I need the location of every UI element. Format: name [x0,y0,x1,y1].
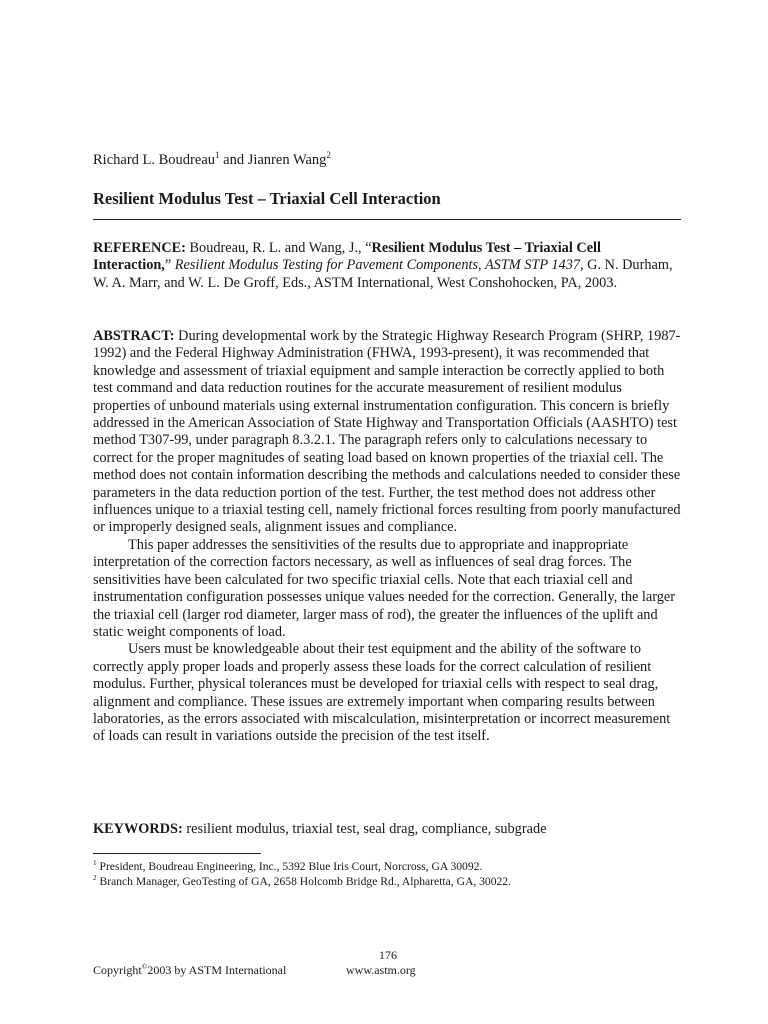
abstract-label: ABSTRACT: [93,328,175,344]
author-connector: and [219,152,248,168]
abstract-block [93,328,681,746]
copyright-symbol: © [141,962,148,971]
author-2: Jianren Wang [247,152,327,168]
reference-rest: G. N. Durham, W. A. Marr, and W. L. De Groff, Eds., ASTM International, West Conshohocken, PA, 2003. [93,257,673,291]
author-2-footnote-mark: 2 [326,150,331,161]
keywords-label: KEYWORDS: [93,821,183,837]
reference-book: Resilient Modulus Testing for Pavement Components, ASTM STP 1437, [174,257,584,274]
page-number: 176 [379,948,397,962]
copyright-rest: 2003 by ASTM International [147,963,287,977]
author-1: Richard L. Boudreau [93,152,216,168]
abstract-paragraph-2: This paper addresses the sensitivities of the results due to appropriate and inappropriate interpretation of the correction factors necessary, as well as influences of seal drag forces. The sensitivities have been calculated for two specific triaxial cells. Note that each triaxial cell and instrumentation configuration possesses unique values needed for the correction. Generally, the larger the triaxial cell (larger rod diameter, larger mass of rod), the greater the influences of the uplift and static weight components of load. [93,536,676,640]
keywords-block [93,821,681,838]
footnote-1 [93,859,681,874]
footnote-1-text: President, Boudreau Engineering, Inc., 5392 Blue Iris Court, Norcross, GA 30092. [96,860,483,873]
footnotes [93,859,681,889]
abstract-paragraph-3: Users must be knowledgeable about their test equipment and the ability of the software to correctly apply proper loads and properly assess these loads for the correct calculation of resilient modulus. Further, physical tolerances must be developed for triaxial cells with respect to seal drag, alignment and compliance. These issues are extremely important when comparing results between laboratories, as the errors associated with miscalculation, misinterpretation or incorrect measurement of loads can result in variations outside the precision of the test itself. [93,641,671,745]
paper-title: Resilient Modulus Test – Triaxial Cell Interaction [93,189,441,208]
reference-paper-title: Resilient Modulus Test – Triaxial Cell Interaction, [93,240,601,274]
reference-block [93,240,681,292]
footnote-2 [93,874,681,889]
keywords-text: resilient modulus, triaxial test, seal drag, compliance, subgrade [182,821,547,837]
reference-authors: Boudreau, R. L. and Wang, J., “ [185,240,372,256]
title-divider [93,219,681,220]
publisher-website[interactable]: www.astm.org [346,963,416,977]
author-1-footnote-mark: 1 [215,150,220,161]
copyright-notice [93,963,286,978]
reference-close-quote: ” [164,257,175,274]
footnote-divider [93,853,261,854]
author-line [93,151,331,169]
copyright-prefix: Copyright [93,963,142,977]
footnote-2-text: Branch Manager, GeoTesting of GA, 2658 Holcomb Bridge Rd., Alpharetta, GA, 30022. [96,875,512,888]
footnote-1-mark: 1 [93,859,97,868]
footnote-2-mark: 2 [93,874,97,883]
reference-label: REFERENCE: [93,240,186,256]
abstract-text-1: During developmental work by the Strategic Highway Research Program (SHRP, 1987-1992) and the Federal Highway Administration (FHWA, 1993-present), it was recommended that knowledge and assessment of triaxial equipment and sample interaction be correctly applied to both test command and data reduction routines for the accurate measurement of resilient modulus properties of unbound materials using external instrumentation configuration. This concern is briefly addressed in the American Association of State Highway and Transportation Officials (AASHTO) test method T307-99, under paragraph 8.3.2.1. The paragraph refers only to calculations necessary to correct for the proper magnitudes of seating load based on known properties of the triaxial cell. The method does not contain information describing the methods and calculations needed to consider these parameters in the data reduction portion of the test. Further, the test method does not address other influences unique to a triaxial testing cell, namely frictional forces resulting from poorly manufactured or improperly designed seals, alignment issues and compliance. [93,328,681,536]
abstract-paragraph-1 [93,328,681,537]
